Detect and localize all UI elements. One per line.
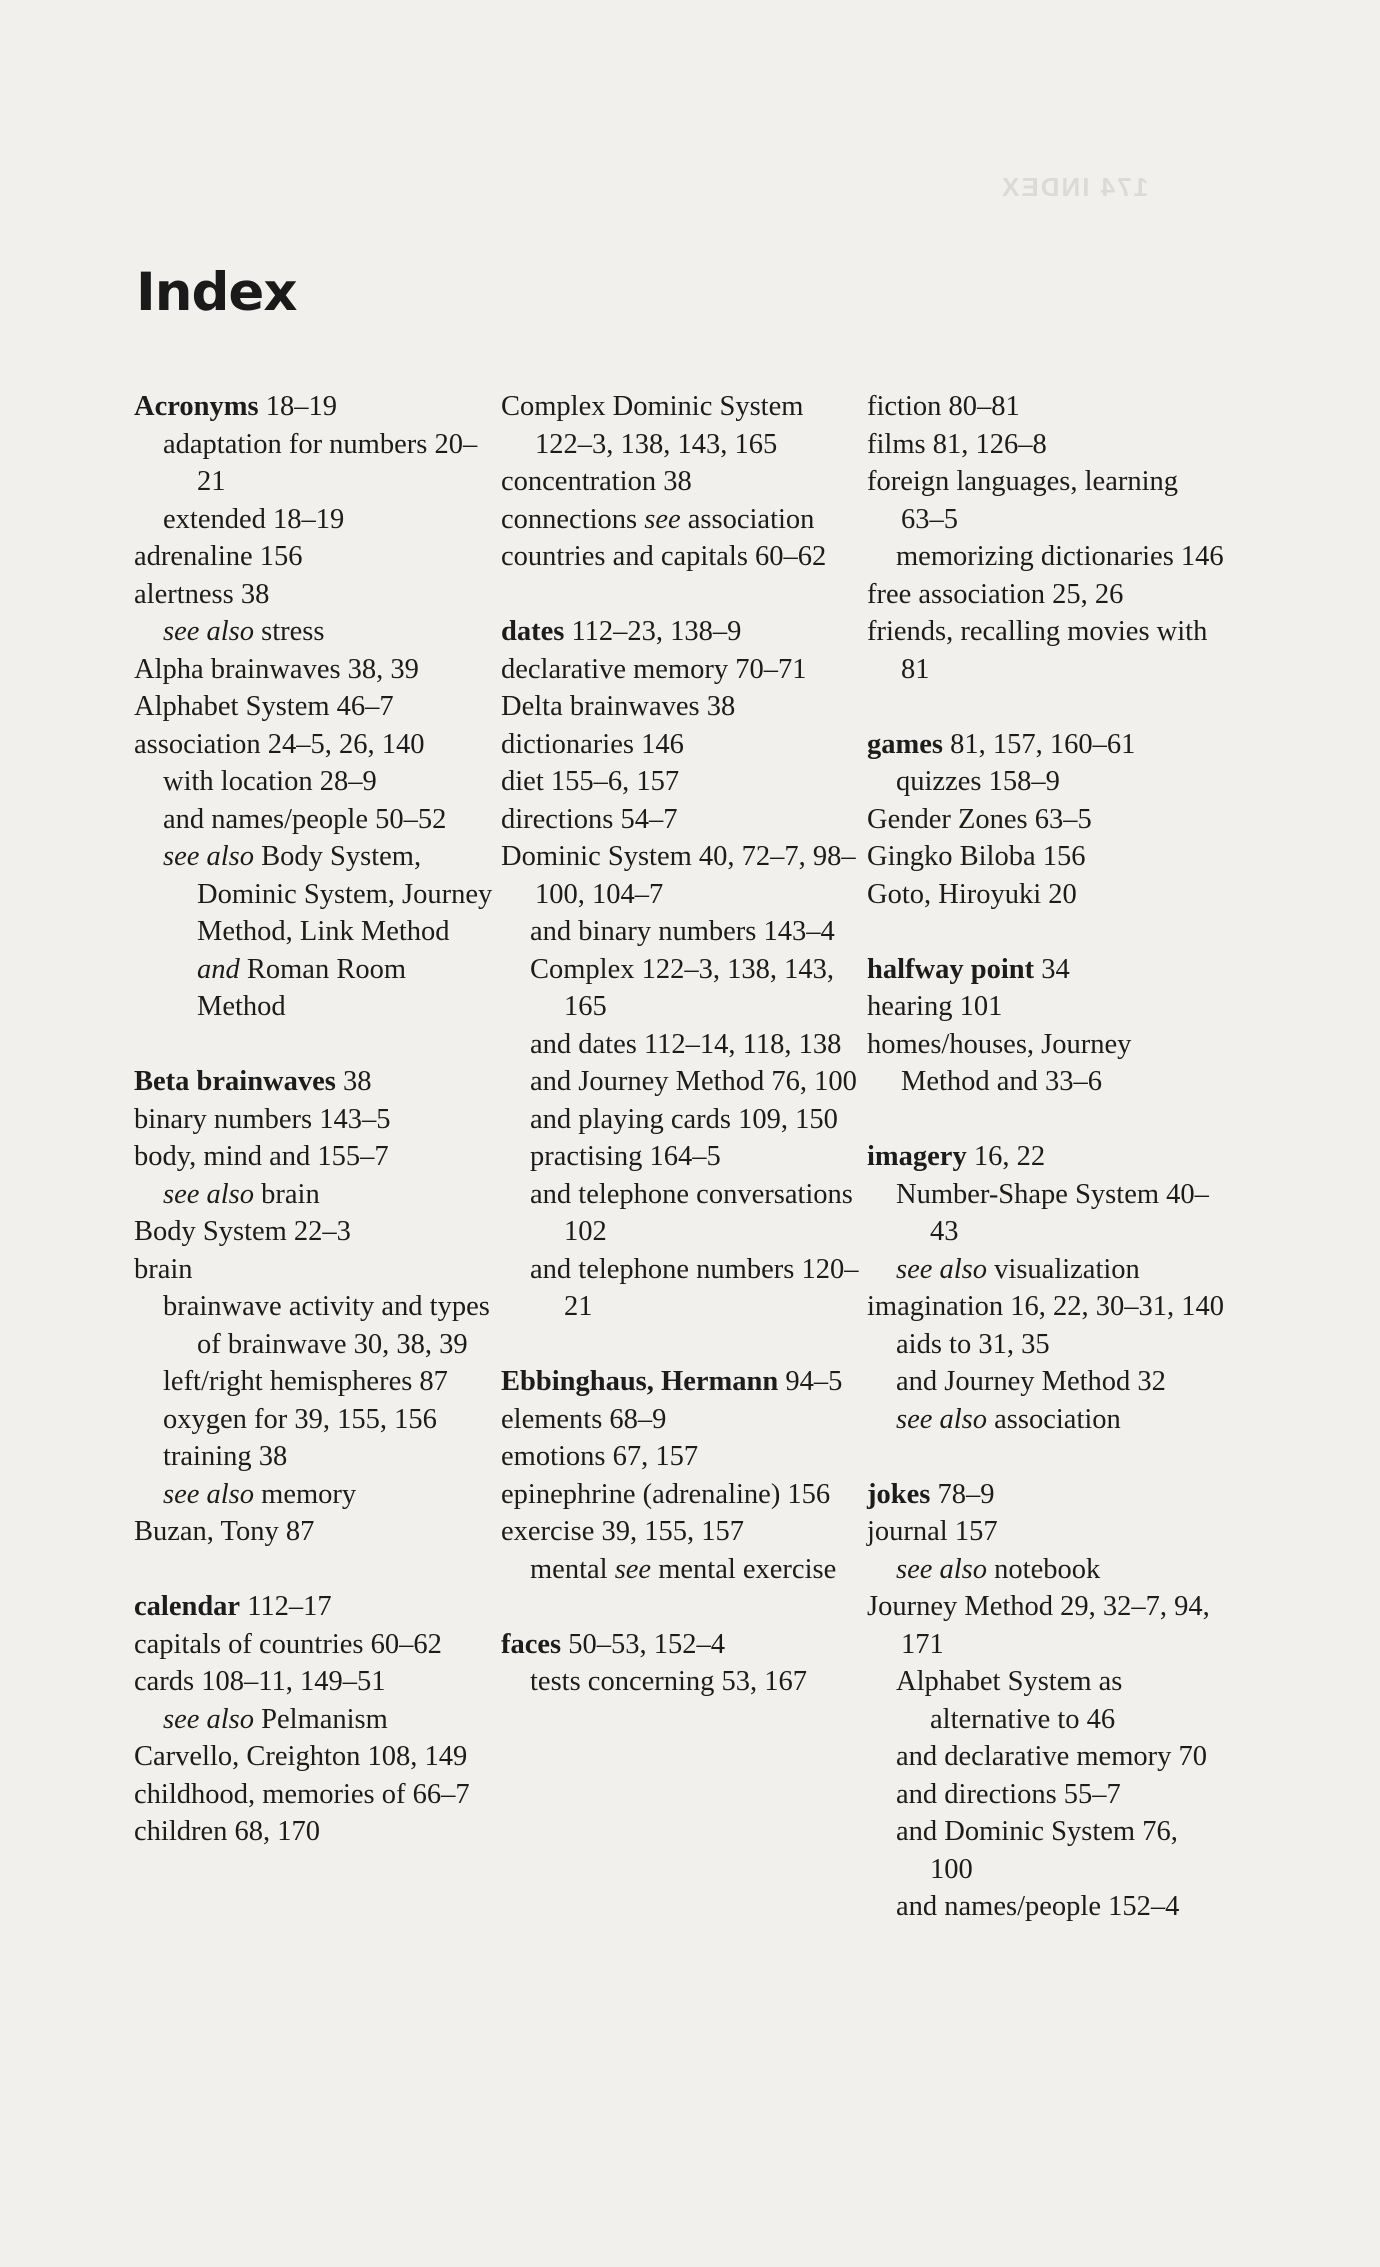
index-entry: [867, 388, 1227, 426]
index-subentry: [501, 1026, 861, 1064]
entry-text: adaptation for numbers 20–21: [163, 428, 478, 497]
entry-text: foreign languages, learning 63–5: [867, 466, 1179, 535]
index-subentry: [134, 1476, 494, 1514]
index-subentry: [501, 1063, 861, 1101]
entry-text: concentration 38: [501, 466, 692, 497]
index-entry: [867, 801, 1227, 839]
entry-text: see: [614, 1553, 652, 1585]
entry-text: Roman Room Method: [197, 953, 407, 1022]
index-subentry: [134, 763, 494, 801]
index-entry: [867, 1026, 1227, 1101]
entry-text: see also: [896, 1253, 988, 1285]
index-entry: [134, 576, 494, 614]
entry-text: Beta brainwaves: [134, 1066, 336, 1097]
entry-text: see also: [163, 1703, 255, 1735]
entry-text: hearing 101: [867, 991, 1003, 1022]
entry-text: films 81, 126–8: [867, 428, 1047, 460]
index-subentry: [867, 538, 1227, 576]
entry-text: see also: [163, 616, 255, 647]
entry-text: Alphabet System as alternative to 46: [896, 1666, 1123, 1735]
index-subentry: [867, 1776, 1227, 1814]
entry-text: 16, 22: [966, 1141, 1046, 1172]
index-entry: [501, 688, 861, 726]
index-subentry: [134, 1176, 494, 1214]
index-subentry: [867, 763, 1227, 801]
entry-text: diet 155–6, 157: [501, 766, 680, 797]
index-subentry: [867, 1401, 1227, 1439]
entry-text: Gender Zones 63–5: [867, 803, 1092, 835]
index-entry: [867, 613, 1227, 688]
index-entry: [134, 1588, 494, 1626]
index-subentry: [134, 801, 494, 839]
entry-text: and declarative memory 70: [896, 1741, 1207, 1772]
index-subentry: [867, 1813, 1227, 1888]
entry-text: tests concerning 53, 167: [530, 1666, 808, 1697]
entry-text: body, mind and 155–7: [134, 1141, 389, 1172]
entry-text: Alphabet System 46–7: [134, 691, 394, 722]
index-subentry: [867, 1888, 1227, 1926]
index-column-2: [501, 388, 861, 1701]
entry-text: oxygen for 39, 155, 156: [163, 1403, 437, 1435]
entry-text: extended 18–19: [163, 503, 345, 535]
entry-text: 112–23, 138–9: [564, 616, 742, 647]
index-entry: [134, 726, 494, 764]
entry-text: elements 68–9: [501, 1403, 667, 1435]
index-subentry: [134, 613, 494, 651]
entry-text: Journey Method 29, 32–7, 94, 171: [867, 1591, 1210, 1660]
index-entry: [134, 1626, 494, 1664]
entry-text: see also: [163, 1478, 255, 1510]
entry-text: halfway point: [867, 953, 1035, 985]
entry-text: 112–17: [240, 1591, 332, 1622]
index-entry: [134, 1813, 494, 1851]
entry-text: declarative memory 70–71: [501, 653, 807, 685]
entry-text: and directions 55–7: [896, 1778, 1121, 1810]
index-subentry: [134, 1438, 494, 1476]
entry-text: childhood, memories of 66–7: [134, 1778, 470, 1810]
entry-text: stress: [254, 616, 325, 647]
entry-text: Number-Shape System 40–43: [896, 1178, 1209, 1247]
entry-text: visualization: [987, 1253, 1140, 1285]
index-subentry: [501, 1138, 861, 1176]
index-subentry: [867, 1551, 1227, 1589]
index-subentry: [867, 1251, 1227, 1289]
index-subentry: [867, 1363, 1227, 1401]
index-subentry: [134, 1401, 494, 1439]
index-subentry: [501, 1101, 861, 1139]
bleed-through-header: 174 INDEX: [1000, 172, 1149, 202]
entry-text: memorizing dictionaries 146: [896, 541, 1224, 572]
entry-text: see also: [896, 1403, 988, 1435]
entry-text: brain: [134, 1253, 193, 1285]
entry-text: 78–9: [930, 1478, 995, 1510]
entry-text: capitals of countries 60–62: [134, 1628, 442, 1660]
entry-text: emotions 67, 157: [501, 1441, 699, 1472]
index-column-3: [867, 388, 1227, 1926]
index-entry: [501, 1363, 861, 1401]
entry-text: imagery: [867, 1141, 967, 1172]
index-entry: [867, 1513, 1227, 1551]
index-entry: [501, 763, 861, 801]
entry-text: association: [987, 1403, 1121, 1435]
entry-text: Body System 22–3: [134, 1216, 351, 1247]
index-subentry: [867, 1663, 1227, 1738]
index-subentry: [501, 913, 861, 951]
index-subentry: [134, 1363, 494, 1401]
index-entry: [134, 688, 494, 726]
entry-text: practising 164–5: [530, 1141, 721, 1172]
entry-text: Buzan, Tony 87: [134, 1516, 315, 1547]
index-subentry: [501, 1251, 861, 1326]
index-entry: [134, 1738, 494, 1776]
entry-text: free association 25, 26: [867, 578, 1124, 610]
entry-text: and telephone numbers 120–21: [530, 1253, 859, 1322]
entry-text: and names/people 50–52: [163, 803, 447, 835]
entry-text: and Journey Method 76, 100: [530, 1066, 857, 1097]
entry-text: epinephrine (adrenaline) 156: [501, 1478, 831, 1510]
entry-text: dictionaries 146: [501, 728, 684, 760]
entry-text: Goto, Hiroyuki 20: [867, 878, 1077, 910]
entry-text: Body System, Dominic System, Journey Method, Link Method: [197, 841, 493, 947]
index-entry: [501, 538, 861, 576]
entry-text: with location 28–9: [163, 766, 377, 797]
entry-text: memory: [254, 1478, 357, 1510]
entry-text: 81, 157, 160–61: [942, 728, 1136, 760]
entry-text: games: [867, 728, 943, 760]
entry-text: see also: [163, 1178, 255, 1210]
index-entry: [867, 876, 1227, 914]
entry-text: mental: [530, 1553, 615, 1585]
index-entry: [134, 1776, 494, 1814]
index-subentry: [134, 838, 494, 1026]
index-subentry: [134, 1701, 494, 1739]
entry-text: adrenaline 156: [134, 541, 303, 572]
entry-text: faces: [501, 1628, 562, 1660]
index-entry: [501, 388, 861, 463]
entry-text: Complex 122–3, 138, 143, 165: [530, 953, 834, 1022]
entry-text: countries and capitals 60–62: [501, 541, 827, 572]
entry-text: Carvello, Creighton 108, 149: [134, 1741, 468, 1772]
entry-text: and dates 112–14, 118, 138: [530, 1028, 842, 1060]
index-entry: [501, 1476, 861, 1514]
entry-text: notebook: [987, 1553, 1101, 1585]
entry-text: association 24–5, 26, 140: [134, 728, 425, 760]
entry-text: Alpha brainwaves 38, 39: [134, 653, 419, 685]
index-entry: [501, 1513, 861, 1551]
entry-text: Delta brainwaves 38: [501, 691, 736, 722]
entry-text: brain: [254, 1178, 320, 1210]
index-entry: [867, 576, 1227, 614]
index-entry: [134, 651, 494, 689]
index-entry: [134, 1213, 494, 1251]
entry-text: mental exercise: [651, 1553, 837, 1585]
index-subentry: [867, 1738, 1227, 1776]
entry-text: exercise 39, 155, 157: [501, 1516, 744, 1547]
entry-text: 94–5: [778, 1366, 843, 1397]
entry-text: left/right hemispheres 87: [163, 1366, 448, 1397]
index-entry: [867, 951, 1227, 989]
entry-text: brainwave activity and types of brainwave 30, 38, 39: [163, 1291, 490, 1360]
entry-text: 38: [335, 1066, 372, 1097]
index-entry: [501, 1401, 861, 1439]
entry-text: and names/people 152–4: [896, 1891, 1180, 1922]
entry-text: and telephone conversations 102: [530, 1178, 853, 1247]
index-entry: [134, 388, 494, 426]
entry-text: homes/houses, Journey Method and 33–6: [867, 1028, 1132, 1097]
entry-text: 34: [1034, 953, 1070, 985]
index-entry: [134, 538, 494, 576]
index-entry: [134, 1663, 494, 1701]
index-entry: [134, 1138, 494, 1176]
index-entry: [501, 1626, 861, 1664]
entry-text: dates: [501, 616, 565, 647]
index-entry: [501, 463, 861, 501]
index-entry: [867, 1588, 1227, 1663]
entry-text: fiction 80–81: [867, 391, 1020, 422]
index-entry: [867, 1288, 1227, 1326]
entry-text: Ebbinghaus, Hermann: [501, 1366, 779, 1397]
page-title: Index: [136, 262, 297, 323]
index-entry: [867, 1138, 1227, 1176]
index-entry: [867, 988, 1227, 1026]
entry-text: and: [197, 953, 240, 985]
entry-text: friends, recalling movies with 81: [867, 616, 1208, 685]
entry-text: association: [680, 503, 815, 535]
entry-text: and binary numbers 143–4: [530, 916, 835, 947]
index-entry: [867, 838, 1227, 876]
entry-text: quizzes 158–9: [896, 766, 1060, 797]
entry-text: jokes: [867, 1478, 931, 1510]
index-entry: [501, 838, 861, 913]
index-subentry: [501, 951, 861, 1026]
entry-text: 50–53, 152–4: [561, 1628, 726, 1660]
index-entry: [501, 1438, 861, 1476]
entry-text: directions 54–7: [501, 803, 678, 835]
index-subentry: [134, 501, 494, 539]
index-entry: [501, 651, 861, 689]
index-entry: [867, 463, 1227, 538]
entry-text: connections: [501, 503, 645, 535]
index-subentry: [501, 1551, 861, 1589]
index-entry: [867, 726, 1227, 764]
index-entry: [501, 501, 861, 539]
entry-text: training 38: [163, 1441, 288, 1472]
index-subentry: [501, 1176, 861, 1251]
entry-text: aids to 31, 35: [896, 1328, 1050, 1360]
index-subentry: [867, 1326, 1227, 1364]
entry-text: 18–19: [258, 391, 337, 422]
index-entry: [501, 726, 861, 764]
entry-text: journal 157: [867, 1516, 998, 1547]
entry-text: Dominic System 40, 72–7, 98–100, 104–7: [501, 841, 856, 910]
index-entry: [501, 613, 861, 651]
entry-text: alertness 38: [134, 578, 270, 610]
index-subentry: [134, 1288, 494, 1363]
index-entry: [134, 1251, 494, 1289]
entry-text: see also: [896, 1553, 988, 1585]
entry-text: Pelmanism: [254, 1703, 388, 1735]
entry-text: calendar: [134, 1591, 241, 1622]
entry-text: see also: [163, 841, 255, 872]
entry-text: cards 108–11, 149–51: [134, 1666, 386, 1697]
index-entry: [134, 1513, 494, 1551]
entry-text: and Journey Method 32: [896, 1366, 1166, 1397]
entry-text: see: [644, 503, 681, 535]
entry-text: Acronyms: [134, 391, 259, 422]
index-subentry: [134, 426, 494, 501]
index-entry: [867, 1476, 1227, 1514]
entry-text: binary numbers 143–5: [134, 1103, 391, 1135]
entry-text: and playing cards 109, 150: [530, 1103, 838, 1135]
index-entry: [867, 426, 1227, 464]
index-entry: [134, 1101, 494, 1139]
index-entry: [134, 1063, 494, 1101]
entry-text: and Dominic System 76, 100: [896, 1816, 1178, 1885]
index-subentry: [501, 1663, 861, 1701]
entry-text: children 68, 170: [134, 1816, 321, 1847]
index-entry: [501, 801, 861, 839]
entry-text: imagination 16, 22, 30–31, 140: [867, 1291, 1225, 1322]
entry-text: Gingko Biloba 156: [867, 841, 1086, 872]
index-column-1: [134, 388, 494, 1851]
entry-text: Complex Dominic System 122–3, 138, 143, 165: [501, 391, 804, 460]
index-subentry: [867, 1176, 1227, 1251]
